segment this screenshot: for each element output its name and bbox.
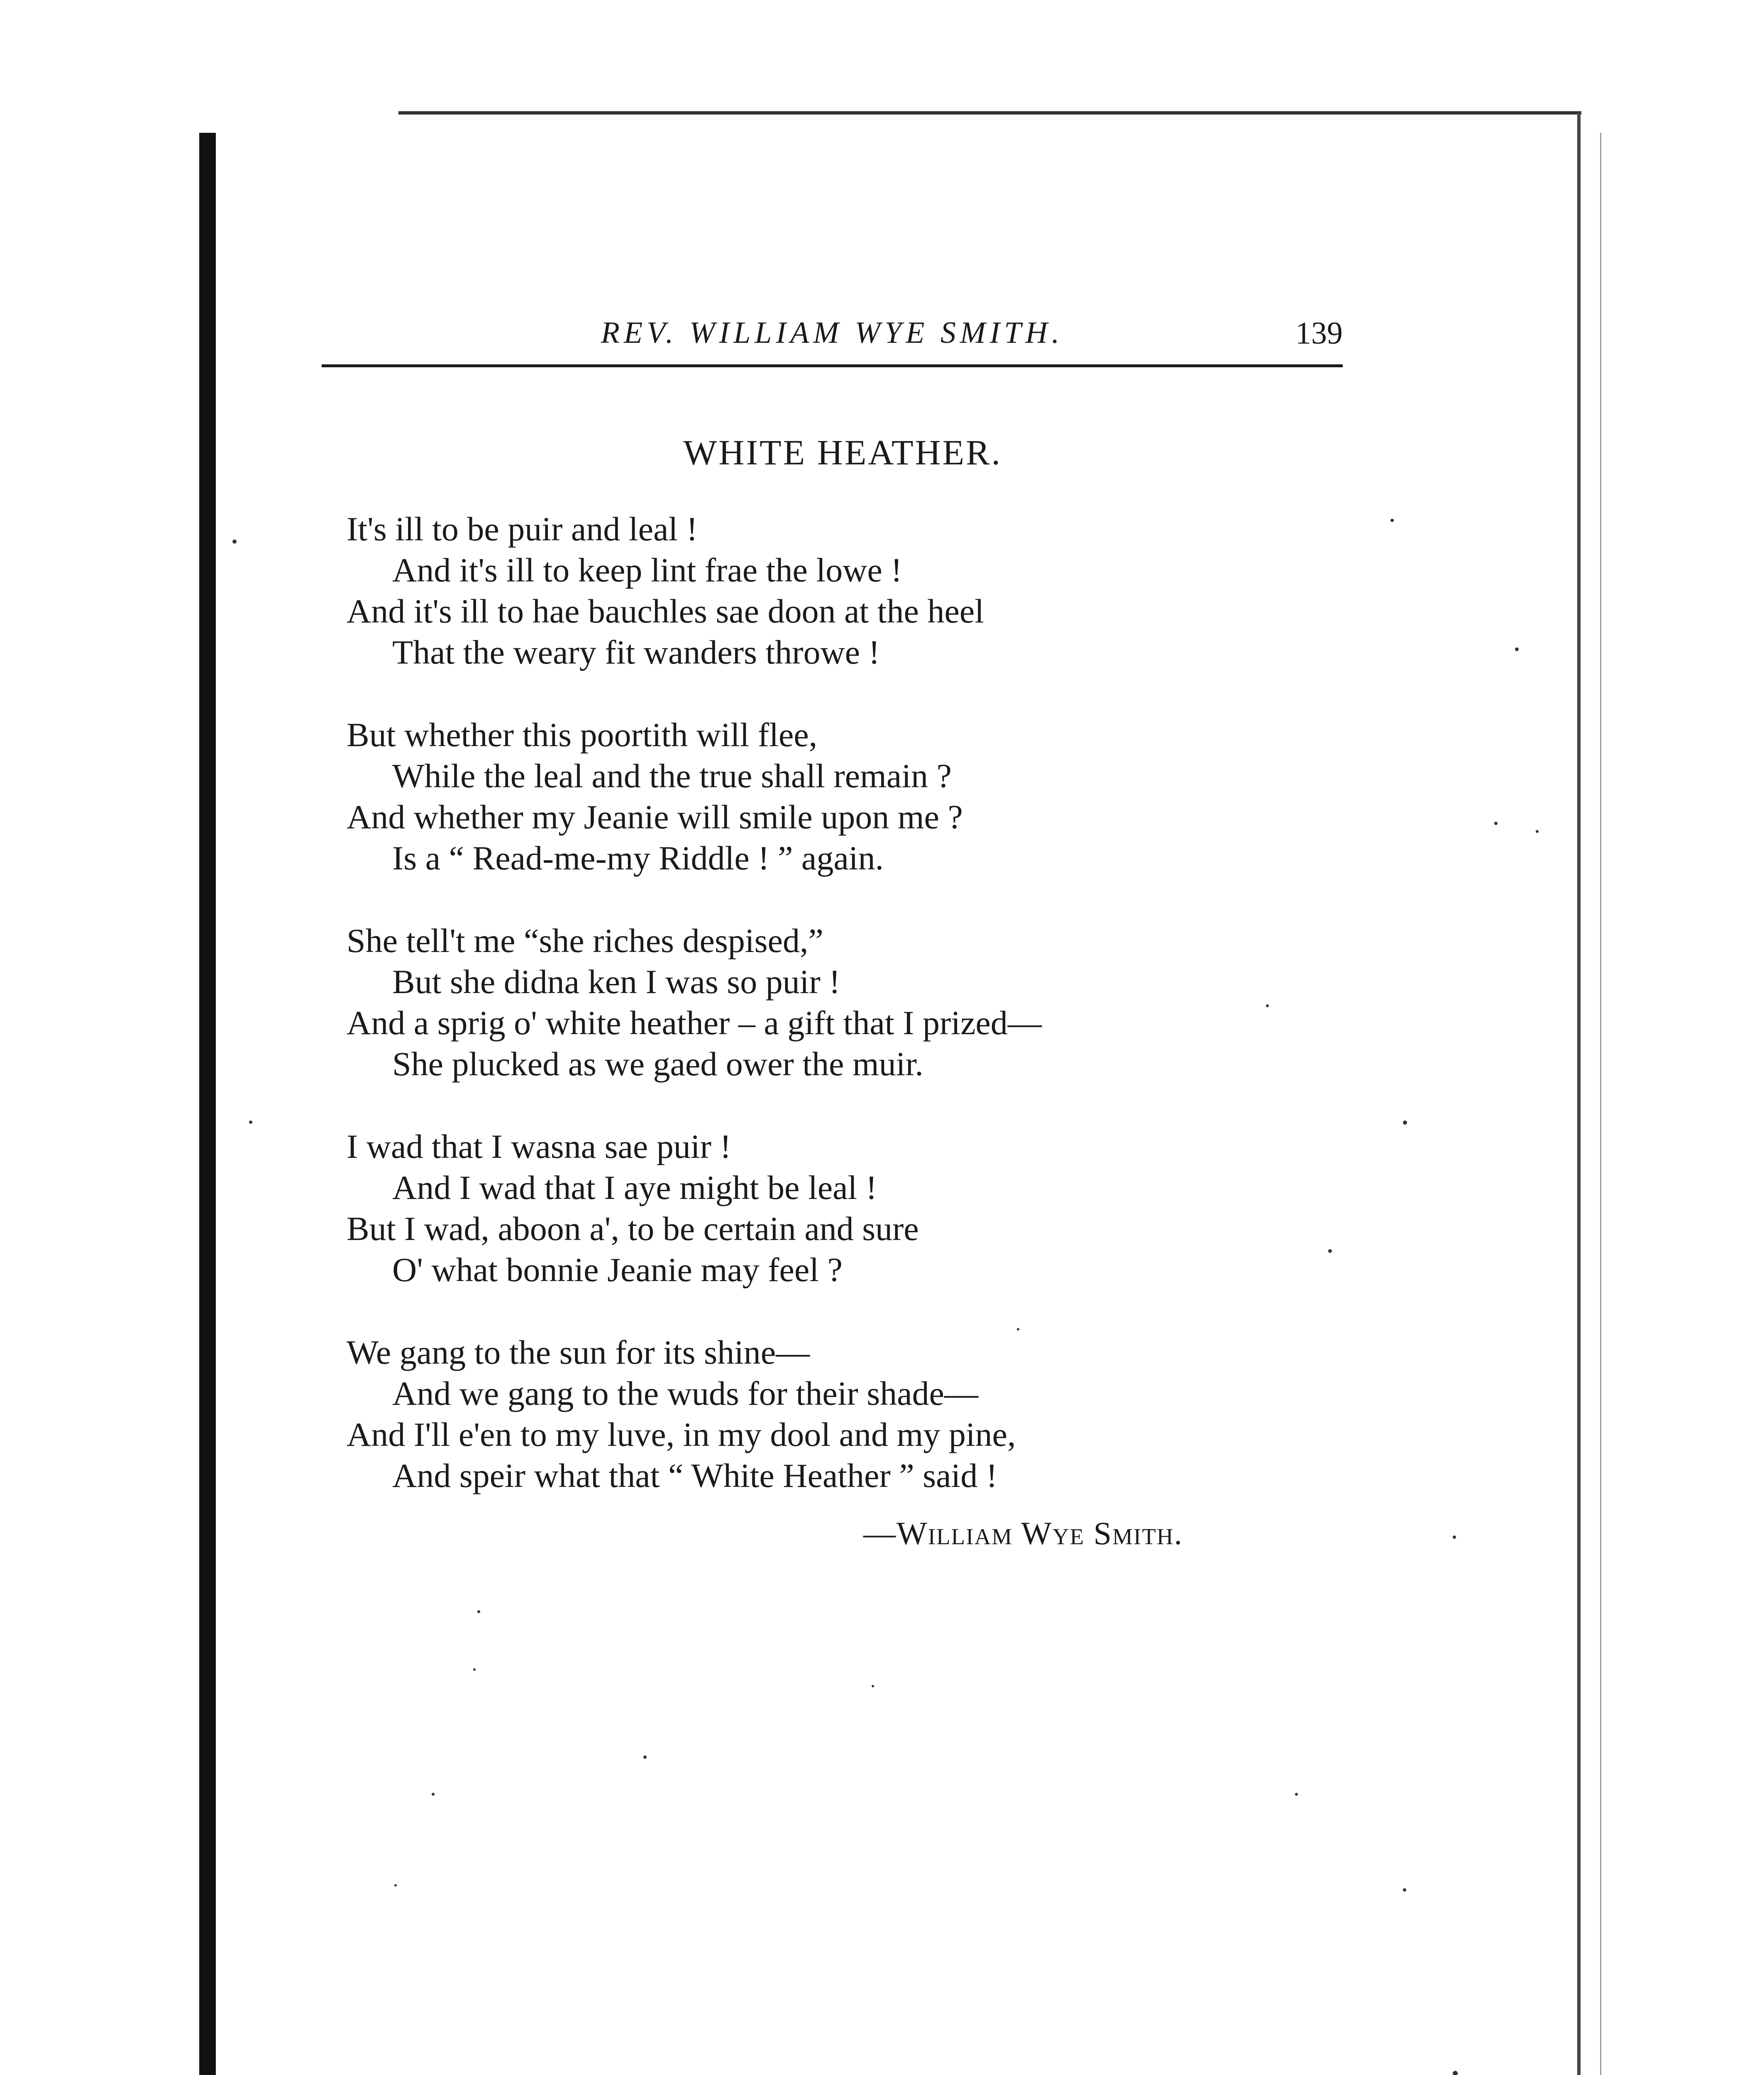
running-head-title: REV. WILLIAM WYE SMITH. (601, 316, 1064, 350)
poem-title: WHITE HEATHER. (683, 432, 1002, 472)
scan-speck (473, 1668, 476, 1671)
scan-speck (1494, 822, 1498, 825)
running-head-rule (322, 364, 1343, 367)
poem-line: And whether my Jeanie will smile upon me ? (347, 798, 963, 836)
poem-signature: —William Wye Smith. (863, 1515, 1183, 1551)
page-edge-right-inner (1600, 133, 1601, 2075)
scan-speck (477, 1610, 480, 1613)
poem-line: But whether this poortith will flee, (347, 716, 818, 754)
poem-line: And I wad that I aye might be leal ! (392, 1169, 877, 1206)
poem-line: And speir what that “ White Heather ” said ! (392, 1457, 998, 1494)
scan-speck (394, 1884, 397, 1887)
scan-speck (1017, 1328, 1019, 1330)
poem-line: That the weary fit wanders throwe ! (392, 633, 880, 671)
poem-line: We gang to the sun for its shine— (347, 1333, 810, 1371)
stanza (347, 1332, 1343, 1496)
scan-speck (1403, 1120, 1407, 1125)
running-head (322, 315, 1343, 374)
scan-speck (1453, 2071, 1458, 2075)
poem-line: I wad that I wasna sae puir ! (347, 1128, 731, 1165)
scan-speck (1390, 519, 1394, 522)
scan-speck (249, 1120, 252, 1124)
page-edge-right (1577, 113, 1581, 2075)
scan-speck (1295, 1793, 1298, 1796)
page-edge-top (398, 111, 1581, 115)
scan-speck (1328, 1249, 1332, 1253)
stanza (347, 920, 1343, 1084)
poem-line: And it's ill to hae bauchles sae doon at the heel (347, 592, 984, 630)
poem-line: And I'll e'en to my luve, in my dool and my pine, (347, 1416, 1016, 1453)
stanza (347, 508, 1343, 673)
poem-line: O' what bonnie Jeanie may feel ? (392, 1251, 843, 1289)
poem-line: She tell't me “she riches despised,” (347, 922, 823, 959)
poem-body (347, 508, 1343, 1538)
poem-line: And a sprig o' white heather – a gift that I prized— (347, 1004, 1042, 1042)
scan-speck (1266, 1004, 1269, 1007)
scan-speck (432, 1793, 435, 1796)
scan-speck (872, 1685, 874, 1687)
page-number: 139 (1295, 316, 1343, 351)
scan-speck (1515, 647, 1519, 651)
scan-speck (1453, 1536, 1456, 1539)
stanza (347, 1126, 1343, 1290)
poem-line: But I wad, aboon a', to be certain and sure (347, 1210, 919, 1247)
book-spine-shadow (199, 133, 216, 2075)
poem-line: But she didna ken I was so puir ! (392, 963, 840, 1001)
poem-line: Is a “ Read-me-my Riddle ! ” again. (392, 839, 884, 877)
poem-line: And we gang to the wuds for their shade— (392, 1374, 978, 1412)
poem-line: While the leal and the true shall remain ? (392, 757, 952, 795)
poem-line: And it's ill to keep lint frae the lowe ! (392, 551, 902, 589)
stanza (347, 714, 1343, 879)
poem-line: It's ill to be puir and leal ! (347, 510, 698, 548)
scan-speck (1403, 1888, 1406, 1892)
scan-speck (232, 540, 237, 544)
scan-speck (1536, 830, 1539, 833)
poem-line: She plucked as we gaed ower the muir. (392, 1045, 924, 1083)
scan-speck (643, 1755, 647, 1759)
